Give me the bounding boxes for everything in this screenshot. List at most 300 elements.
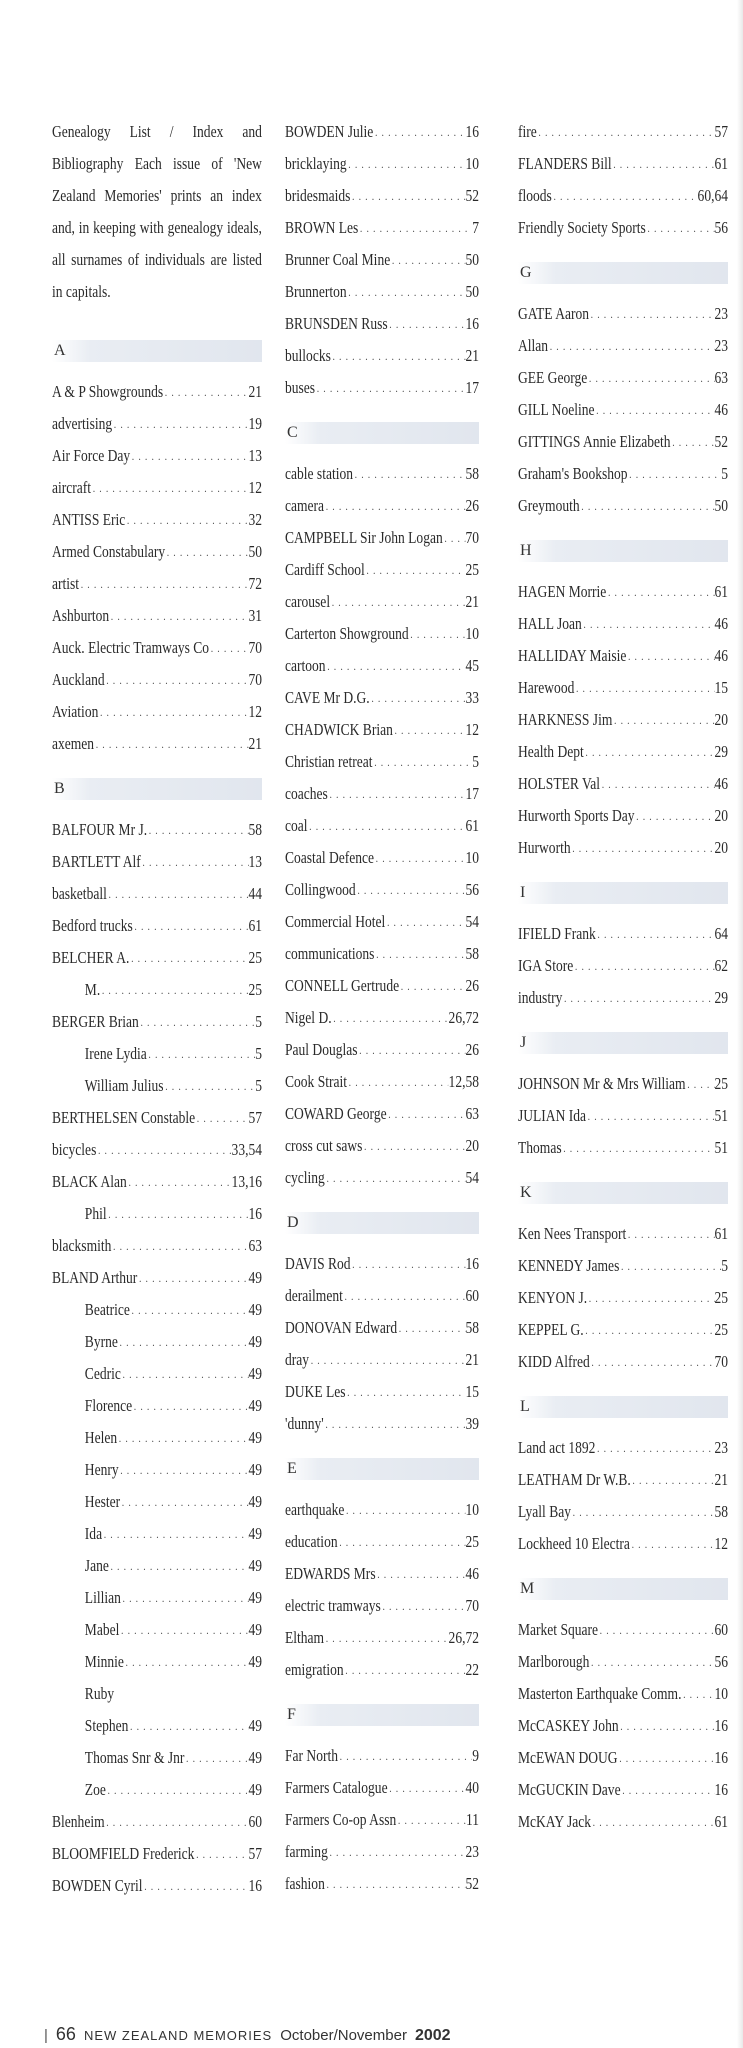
leader-dots <box>612 710 714 730</box>
index-entry <box>52 878 262 910</box>
index-entry <box>518 1068 728 1100</box>
entry-page-number: 26 <box>465 496 479 515</box>
page-footer <box>44 2024 451 2045</box>
section-header-bar <box>518 540 728 562</box>
leader-dots <box>338 1532 466 1552</box>
entry-page-number: 25 <box>465 560 479 579</box>
entry-name: earthquake <box>285 1500 345 1519</box>
entry-page-number: 21 <box>465 592 479 611</box>
entry-name: DUKE Les <box>285 1382 346 1401</box>
entry-name: carousel <box>285 592 331 611</box>
index-entry <box>52 1870 262 1902</box>
leader-dots <box>124 1652 249 1672</box>
entry-name: coal <box>285 816 308 835</box>
leader-dots <box>381 1596 466 1616</box>
section-header-bar <box>52 340 262 362</box>
entry-name: Byrne <box>84 1332 118 1351</box>
entry-page-number: 11 <box>465 1810 479 1829</box>
leader-dots <box>621 1780 715 1800</box>
leader-dots <box>590 1352 715 1372</box>
entry-name: Carterton Showground <box>285 624 409 643</box>
leader-dots <box>111 1236 248 1256</box>
entry-page-number: 64 <box>714 924 728 943</box>
index-section-continued <box>285 116 479 404</box>
entry-name: Aviation <box>52 702 99 721</box>
entry-page-number: 61 <box>465 816 479 835</box>
index-entry <box>285 938 479 970</box>
leader-dots <box>397 1318 465 1338</box>
index-entry <box>52 1038 262 1070</box>
leader-dots <box>358 218 472 238</box>
index-entry <box>518 1496 728 1528</box>
index-section-continued <box>518 116 728 244</box>
index-entry <box>285 522 479 554</box>
entry-name: Coastal Defence <box>285 848 375 867</box>
entry-page-number: 25 <box>248 948 262 967</box>
leader-dots <box>117 1428 248 1448</box>
index-entry <box>52 846 262 878</box>
entry-page-number: 49 <box>248 1268 262 1287</box>
entry-page-number: 19 <box>248 414 262 433</box>
index-entry <box>52 408 262 440</box>
entry-page-number: 58 <box>465 944 479 963</box>
index-entry <box>52 1294 262 1326</box>
entry-name: Market Square <box>518 1620 599 1639</box>
index-entry <box>285 1130 479 1162</box>
index-entry <box>285 1622 479 1654</box>
index-entry <box>518 672 728 704</box>
leader-dots <box>619 1256 721 1276</box>
index-entry <box>518 1218 728 1250</box>
index-entry <box>52 1838 262 1870</box>
entry-page-number: 5 <box>255 1076 262 1095</box>
section-header-bar <box>285 1704 479 1726</box>
leader-dots <box>147 1044 255 1064</box>
entry-name: M. <box>84 980 101 999</box>
entry-page-number: 26,72 <box>448 1008 479 1027</box>
entry-page-number: 10 <box>465 848 479 867</box>
entry-page-number: 60 <box>465 1286 479 1305</box>
entry-name: cycling <box>285 1168 325 1187</box>
entry-page-number: 61 <box>714 1812 728 1831</box>
leader-dots <box>315 378 465 398</box>
leader-dots <box>94 734 248 754</box>
index-entry <box>52 1102 262 1134</box>
entry-name: COWARD George <box>285 1104 387 1123</box>
leader-dots <box>209 638 248 658</box>
leader-dots <box>120 1492 248 1512</box>
leader-dots <box>571 1502 714 1522</box>
leader-dots <box>388 314 466 334</box>
entry-name: Allan <box>518 336 549 355</box>
entry-name: BERTHELSEN Constable <box>52 1108 196 1127</box>
footer-issue: October/November <box>280 2027 407 2044</box>
leader-dots <box>102 1524 248 1544</box>
entry-name: Cardiff School <box>285 560 365 579</box>
section-header-bar <box>518 262 728 284</box>
entry-page-number: 5 <box>472 752 479 771</box>
index-entry <box>518 1100 728 1132</box>
index-entry <box>285 1868 479 1900</box>
entry-name: fashion <box>285 1874 325 1893</box>
index-entry <box>52 942 262 974</box>
entry-name: Land act 1892 <box>518 1438 596 1457</box>
entry-name: Auck. Electric Tramways Co <box>52 638 210 657</box>
index-entry <box>52 376 262 408</box>
entry-name: Lillian <box>84 1588 121 1607</box>
index-entry <box>52 632 262 664</box>
index-entry <box>285 1248 479 1280</box>
entry-page-number: 9 <box>472 1746 479 1765</box>
entry-page-number: 12 <box>465 720 479 739</box>
index-entry <box>285 778 479 810</box>
entry-page-number: 45 <box>465 656 479 675</box>
leader-dots <box>130 446 248 466</box>
entry-name: BERGER Brian <box>52 1012 139 1031</box>
entry-name: Nigel D. <box>285 1008 332 1027</box>
index-entry <box>285 1344 479 1376</box>
entry-name: Beatrice <box>84 1300 130 1319</box>
leader-dots <box>376 1564 466 1584</box>
entry-name: bicycles <box>52 1140 97 1159</box>
entry-name: JOHNSON Mr & Mrs William <box>518 1074 686 1093</box>
leader-dots <box>141 852 249 872</box>
entry-page-number: 25 <box>714 1288 728 1307</box>
index-entry <box>285 1772 479 1804</box>
leader-dots <box>330 592 465 612</box>
entry-name: Minnie <box>84 1652 124 1671</box>
leader-dots <box>537 122 715 142</box>
entry-page-number: 16 <box>714 1748 728 1767</box>
entry-name: BOWDEN Julie <box>285 122 374 141</box>
entry-page-number: 5 <box>255 1012 262 1031</box>
entry-name: McCASKEY John <box>518 1716 619 1735</box>
entry-name: cross cut saws <box>285 1136 363 1155</box>
section-header-bar <box>285 1458 479 1480</box>
entry-name: Armed Constabulary <box>52 542 166 561</box>
entry-name: Graham's Bookshop <box>518 464 628 483</box>
entry-page-number: 20 <box>465 1136 479 1155</box>
leader-dots <box>139 1012 255 1032</box>
index-entry <box>285 1836 479 1868</box>
entry-page-number: 23 <box>714 1438 728 1457</box>
entry-page-number: 12 <box>248 702 262 721</box>
index-entry <box>285 1408 479 1440</box>
entry-name: bridesmaids <box>285 186 351 205</box>
entry-name: IFIELD Frank <box>518 924 596 943</box>
entry-name: BROWN Les <box>285 218 359 237</box>
entry-name: floods <box>518 186 552 205</box>
index-column-2 <box>285 116 479 1900</box>
entry-name: Lockheed 10 Electra <box>518 1534 630 1553</box>
entry-page-number: 49 <box>248 1780 262 1799</box>
footer-page-number: 66 <box>55 2024 76 2044</box>
index-entry <box>285 1066 479 1098</box>
section-letter: B <box>54 780 65 797</box>
footer-year: 2002 <box>414 2027 451 2044</box>
entry-name: CAMPBELL Sir John Logan <box>285 528 443 547</box>
entry-page-number: 56 <box>465 880 479 899</box>
entry-name: Cedric <box>84 1364 121 1383</box>
entry-name: Auckland <box>52 670 105 689</box>
entry-name: Ken Nees Transport <box>518 1224 627 1243</box>
entry-name: Marlborough <box>518 1652 590 1671</box>
index-entry <box>52 1134 262 1166</box>
index-entry <box>285 490 479 522</box>
index-entry <box>518 212 728 244</box>
index-column-1 <box>52 116 262 1902</box>
leader-dots <box>596 924 715 944</box>
section-letter: J <box>520 1034 527 1051</box>
entry-name: Jane <box>84 1556 109 1575</box>
index-entry <box>285 1162 479 1194</box>
entry-name: emigration <box>285 1660 344 1679</box>
index-entry <box>285 1740 479 1772</box>
entry-page-number: 72 <box>248 574 262 593</box>
leader-dots <box>109 1556 249 1576</box>
leader-dots <box>107 1204 249 1224</box>
leader-dots <box>308 816 466 836</box>
footer-divider: | <box>44 2027 48 2044</box>
index-section-b <box>52 778 262 1902</box>
entry-page-number: 49 <box>248 1364 262 1383</box>
entry-page-number: 49 <box>248 1428 262 1447</box>
index-entry <box>285 650 479 682</box>
index-entry <box>285 842 479 874</box>
index-entry <box>52 1422 262 1454</box>
entry-page-number: 25 <box>248 980 262 999</box>
leader-dots <box>118 1332 249 1352</box>
entry-page-number: 22 <box>465 1660 479 1679</box>
index-entry <box>285 1098 479 1130</box>
leader-dots <box>194 1844 248 1864</box>
index-entry <box>285 746 479 778</box>
index-entry <box>518 1282 728 1314</box>
entry-page-number: 12 <box>714 1534 728 1553</box>
entry-page-number: 23 <box>714 304 728 323</box>
entry-page-number: 52 <box>714 432 728 451</box>
index-entry <box>518 1464 728 1496</box>
entry-name: KEPPEL G. <box>518 1320 584 1339</box>
section-letter: D <box>287 1214 299 1231</box>
entry-name: Masterton Earthquake Comm. <box>518 1684 682 1703</box>
entry-page-number: 17 <box>465 378 479 397</box>
index-entry <box>52 1198 262 1230</box>
index-entry <box>285 618 479 650</box>
section-letter: L <box>520 1398 530 1415</box>
index-entry <box>285 970 479 1002</box>
index-entry <box>52 974 262 1006</box>
entry-name: McEWAN DOUG <box>518 1748 618 1767</box>
section-letter: F <box>287 1706 296 1723</box>
leader-dots <box>385 912 465 932</box>
leader-dots <box>606 582 714 602</box>
leader-dots <box>374 944 465 964</box>
index-section-c <box>285 422 479 1194</box>
index-entry <box>285 810 479 842</box>
entry-page-number: 13 <box>248 852 262 871</box>
leader-dots <box>347 1072 449 1092</box>
entry-page-number: 5 <box>255 1044 262 1063</box>
entry-name: farming <box>285 1842 328 1861</box>
entry-page-number: 58 <box>248 820 262 839</box>
entry-name: CAVE Mr D.G. <box>285 688 370 707</box>
entry-name: bricklaying <box>285 154 347 173</box>
entry-page-number: 21 <box>465 1350 479 1369</box>
section-letter: I <box>520 884 526 901</box>
entry-page-number: 49 <box>248 1652 262 1671</box>
entry-page-number: 13,16 <box>231 1172 262 1191</box>
entry-name: Air Force Day <box>52 446 131 465</box>
page-edge-shadow <box>737 0 743 2048</box>
leader-dots <box>100 980 248 1000</box>
leader-dots <box>390 250 465 270</box>
section-letter: E <box>287 1460 297 1477</box>
index-entry <box>52 1774 262 1806</box>
leader-dots <box>125 510 248 530</box>
leader-dots <box>595 1438 714 1458</box>
index-entry <box>52 1070 262 1102</box>
index-entry <box>52 1230 262 1262</box>
entry-name: BELCHER A. <box>52 948 130 967</box>
index-entry <box>52 1262 262 1294</box>
entry-name: cartoon <box>285 656 326 675</box>
index-entry <box>518 1774 728 1806</box>
leader-dots <box>373 752 473 772</box>
entry-name: Henry <box>84 1460 119 1479</box>
leader-dots <box>374 848 465 868</box>
entry-name: derailment <box>285 1286 343 1305</box>
entry-name: Commercial Hotel <box>285 912 386 931</box>
leader-dots <box>105 1812 249 1832</box>
leader-dots <box>119 1620 248 1640</box>
leader-dots <box>91 478 248 498</box>
entry-name: Health Dept <box>518 742 584 761</box>
entry-page-number: 63 <box>465 1104 479 1123</box>
index-entry <box>52 1454 262 1486</box>
entry-name: Ruby <box>84 1684 115 1703</box>
leader-dots <box>399 976 465 996</box>
index-entry <box>52 1742 262 1774</box>
index-entry <box>52 1710 262 1742</box>
entry-name: BLAND Arthur <box>52 1268 138 1287</box>
entry-page-number: 49 <box>248 1588 262 1607</box>
entry-page-number: 49 <box>248 1524 262 1543</box>
section-header-bar <box>285 1212 479 1234</box>
entry-name: Zoe <box>84 1780 106 1799</box>
entry-page-number: 29 <box>714 742 728 761</box>
entry-page-number: 61 <box>714 1224 728 1243</box>
entry-name: HOLSTER Val <box>518 774 601 793</box>
index-entry <box>52 1518 262 1550</box>
leader-dots <box>587 1288 714 1308</box>
index-entry <box>518 116 728 148</box>
entry-page-number: 50 <box>714 496 728 515</box>
leader-dots <box>143 1876 249 1896</box>
entry-name: FLANDERS Bill <box>518 154 612 173</box>
index-entry <box>518 458 728 490</box>
entry-name: Lyall Bay <box>518 1502 571 1521</box>
index-entry <box>518 918 728 950</box>
entry-page-number: 57 <box>248 1108 262 1127</box>
index-entry <box>518 330 728 362</box>
section-letter: A <box>54 342 66 359</box>
entry-name: HAGEN Morrie <box>518 582 607 601</box>
index-entry <box>285 276 479 308</box>
entry-name: GEE George <box>518 368 588 387</box>
entry-page-number: 60 <box>248 1812 262 1831</box>
entry-page-number: 56 <box>714 218 728 237</box>
entry-name: Thomas Snr & Jnr <box>84 1748 185 1767</box>
index-entry <box>285 458 479 490</box>
entry-page-number: 46 <box>465 1564 479 1583</box>
index-section-l <box>518 1396 728 1560</box>
leader-dots <box>598 1620 714 1640</box>
leader-dots <box>325 1874 466 1894</box>
leader-dots <box>370 688 466 708</box>
entry-page-number: 16 <box>248 1204 262 1223</box>
index-entry <box>52 600 262 632</box>
entry-name: KENYON J. <box>518 1288 588 1307</box>
leader-dots <box>114 1684 224 1704</box>
entry-page-number: 70 <box>248 638 262 657</box>
entry-page-number: 10 <box>714 1684 728 1703</box>
leader-dots <box>595 400 715 420</box>
entry-page-number: 15 <box>465 1382 479 1401</box>
entry-name: Friendly Society Sports <box>518 218 646 237</box>
entry-page-number: 49 <box>248 1396 262 1415</box>
leader-dots <box>681 1684 714 1704</box>
entry-page-number: 25 <box>714 1074 728 1093</box>
entry-name: McKAY Jack <box>518 1812 592 1831</box>
entry-name: GATE Aaron <box>518 304 590 323</box>
leader-dots <box>626 646 714 666</box>
leader-dots <box>163 382 248 402</box>
leader-dots <box>548 336 714 356</box>
index-entry <box>285 1526 479 1558</box>
leader-dots <box>619 1716 715 1736</box>
leader-dots <box>586 1106 714 1126</box>
entry-name: Mabel <box>84 1620 120 1639</box>
entry-name: Collingwood <box>285 880 356 899</box>
index-entry <box>52 664 262 696</box>
leader-dots <box>324 1414 466 1434</box>
entry-page-number: 70 <box>248 670 262 689</box>
index-entry <box>52 1614 262 1646</box>
index-entry <box>518 1314 728 1346</box>
index-entry <box>285 180 479 212</box>
entry-page-number: 26 <box>465 976 479 995</box>
leader-dots <box>630 1534 715 1554</box>
index-entry <box>52 1390 262 1422</box>
section-header-bar <box>518 1182 728 1204</box>
index-section-m <box>518 1578 728 1838</box>
index-entry <box>52 1582 262 1614</box>
index-entry <box>52 1006 262 1038</box>
entry-name: Ashburton <box>52 606 110 625</box>
index-entry <box>285 212 479 244</box>
leader-dots <box>130 1300 249 1320</box>
index-entry <box>518 640 728 672</box>
index-entry <box>52 1550 262 1582</box>
entry-name: CONNELL Gertrude <box>285 976 400 995</box>
entry-page-number: 70 <box>714 1352 728 1371</box>
index-entry <box>285 1376 479 1408</box>
entry-page-number: 52 <box>465 1874 479 1893</box>
index-entry <box>285 1558 479 1590</box>
index-entry <box>285 554 479 586</box>
leader-dots <box>635 806 715 826</box>
